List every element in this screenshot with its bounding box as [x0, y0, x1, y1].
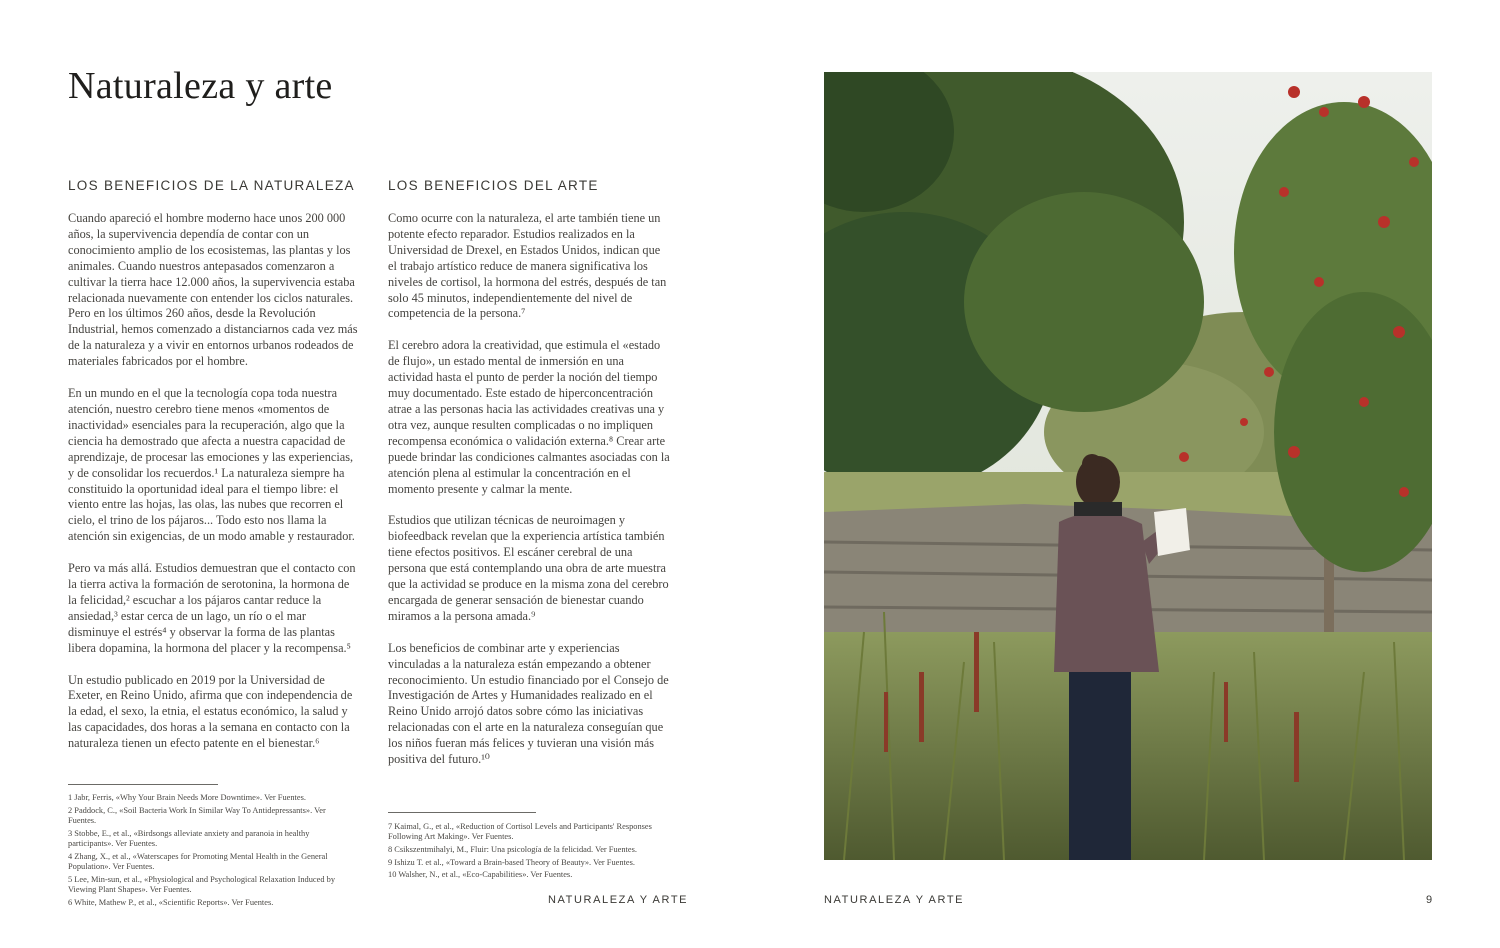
paragraph: Estudios que utilizan técnicas de neuroimagen y biofeedback revelan que la experiencia artística también tiene efectos positivos. El escáner cerebral de una persona que está contemplando una obra de arte muestra que la actividad se produce en la misma zona del cerebro encargada de generar sensación de bienestar cuando miramos a la persona amada.⁹	[388, 513, 669, 623]
paragraph: Un estudio publicado en 2019 por la Universidad de Exeter, en Reino Unido, afirma que con independencia de la edad, el sexo, la etnia, el estatus económico, la salud y las capacidades, dos horas a la semana en contacto con la naturaleza tienen un efecto patente en el bienestar.⁶	[68, 672, 353, 751]
heading-art-benefits: LOS BENEFICIOS DEL ARTE	[388, 178, 599, 193]
paragraph: Pero va más allá. Estudios demuestran que el contacto con la tierra activa la formación de serotonina, la hormona de la felicidad,² escuchar a los pájaros cantar reduce la ansiedad,³ estar cerca de un lago, un río o el mar disminuye el estrés⁴ y observar la forma de las plantas libera dopamina, la hormona del placer y la recompensa.⁵	[68, 561, 356, 655]
footnote: 2 Paddock, C., «Soil Bacteria Work In Similar Way To Antidepressants». Ver Fuentes.	[68, 805, 326, 825]
footnote: 4 Zhang, X., et al., «Waterscapes for Promoting Mental Health in the General Population». Ver Fuentes.	[68, 851, 328, 871]
page-number: 9	[1426, 894, 1433, 906]
footnotes-left	[68, 793, 348, 910]
footnote: 8 Csikszentmihalyi, M., Fluir: Una psicología de la felicidad. Ver Fuentes.	[388, 845, 637, 854]
footnote: 6 White, Mathew P., et al., «Scientific Reports». Ver Fuentes.	[68, 897, 274, 907]
footnote: 3 Stobbe, E., et al., «Birdsongs alleviate anxiety and paranoia in healthy participants». Ver Fuentes.	[68, 828, 310, 848]
paragraph: Los beneficios de combinar arte y experiencias vinculadas a la naturaleza están empezando a obtener reconocimiento. Un estudio financiado por el Consejo de Investigación de Artes y Humanidades realizado en el Reino Unido arrojó datos sobre cómo las iniciativas relacionadas con el arte en la naturaleza conseguían que los niños fueran más felices y tuvieran una visión más positiva del futuro.¹⁰	[388, 640, 669, 767]
column-nature	[68, 178, 360, 768]
paragraph: El cerebro adora la creatividad, que estimula el «estado de flujo», un estado mental de inmersión en una actividad hasta el punto de perder la noción del tiempo muy documentado. Este estado de hiperconcentración atrae a las personas hacia las actividades creativas una y otra vez, aunque resulten complicadas o no impliquen recompensa económica o validación externa.⁸ Crear arte puede brindar las condiciones calmantes asociadas con la atención plena al estimular la concentración en el momento presente y calmar la mente.	[388, 338, 670, 496]
footnotes-middle	[388, 822, 668, 883]
paragraph: En un mundo en el que la tecnología copa toda nuestra atención, nuestro cerebro tiene menos «momentos de inactividad» esenciales para la recuperación, algo que la ciencia ha demostrado que afecta a nuestra capacidad de aprendizaje, de procesar las emociones y las experiencias, y de consolidar los recuerdos.¹ La naturaleza siempre ha constituido la oportunidad ideal para el tiempo libre: el viento entre las hojas, las olas, las nubes que recorren el cielo, el trino de los pájaros... Todo esto nos llama la atención sin exigencias, de un modo amable y restaurador.	[68, 386, 355, 544]
footnote: 10 Walsher, N., et al., «Eco-Capabilities». Ver Fuentes.	[388, 870, 573, 880]
footnote: 5 Lee, Min-sun, et al., «Physiological and Psychological Relaxation Induced by Viewing Plant Shapes». Ver Fuentes.	[68, 874, 336, 894]
column-art	[388, 178, 670, 784]
footnote-divider	[388, 812, 536, 813]
heading-nature-benefits: LOS BENEFICIOS DE LA NATURALEZA	[68, 178, 355, 193]
running-footer-left: NATURALEZA Y ARTE	[548, 894, 689, 906]
page-title: Naturaleza y arte	[68, 65, 333, 107]
photo-woman-sketching-in-garden	[824, 72, 1432, 860]
paragraph: Como ocurre con la naturaleza, el arte también tiene un potente efecto reparador. Estudios realizados en la Universidad de Drexel, en Estados Unidos, indican que el trabajo artístico reduce de manera significativa los niveles de cortisol, la hormona del estrés, después de tan solo 45 minutos, independientemente del nivel de competencia de la persona.⁷	[388, 211, 667, 321]
footnote: 7 Kaimal, G., et al., «Reduction of Cortisol Levels and Participants' Responses Following Art Making». Ver Fuentes.	[388, 822, 652, 842]
paragraph: Cuando apareció el hombre moderno hace unos 200 000 años, la supervivencia dependía de contar con un conocimiento amplio de los ecosistemas, las plantas y los animales. Cuando nuestros antepasados comenzaron a cultivar la tierra hace 12.000 años, la supervivencia estaba relacionada nuevamente con entender los ciclos naturales. Pero en los últimos 260 años, desde la Revolución Industrial, hemos comenzado a distanciarnos cada vez más de la naturaleza y a vivir en entornos urbanos rodeados de materiales fabricados por el hombre.	[68, 211, 358, 369]
footnote: 1 Jabr, Ferris, «Why Your Brain Needs More Downtime». Ver Fuentes.	[68, 793, 306, 802]
running-footer-right: NATURALEZA Y ARTE	[824, 894, 965, 906]
footnote-divider	[68, 784, 218, 785]
footnote: 9 Ishizu T. et al., «Toward a Brain-based Theory of Beauty». Ver Fuentes.	[388, 857, 635, 867]
